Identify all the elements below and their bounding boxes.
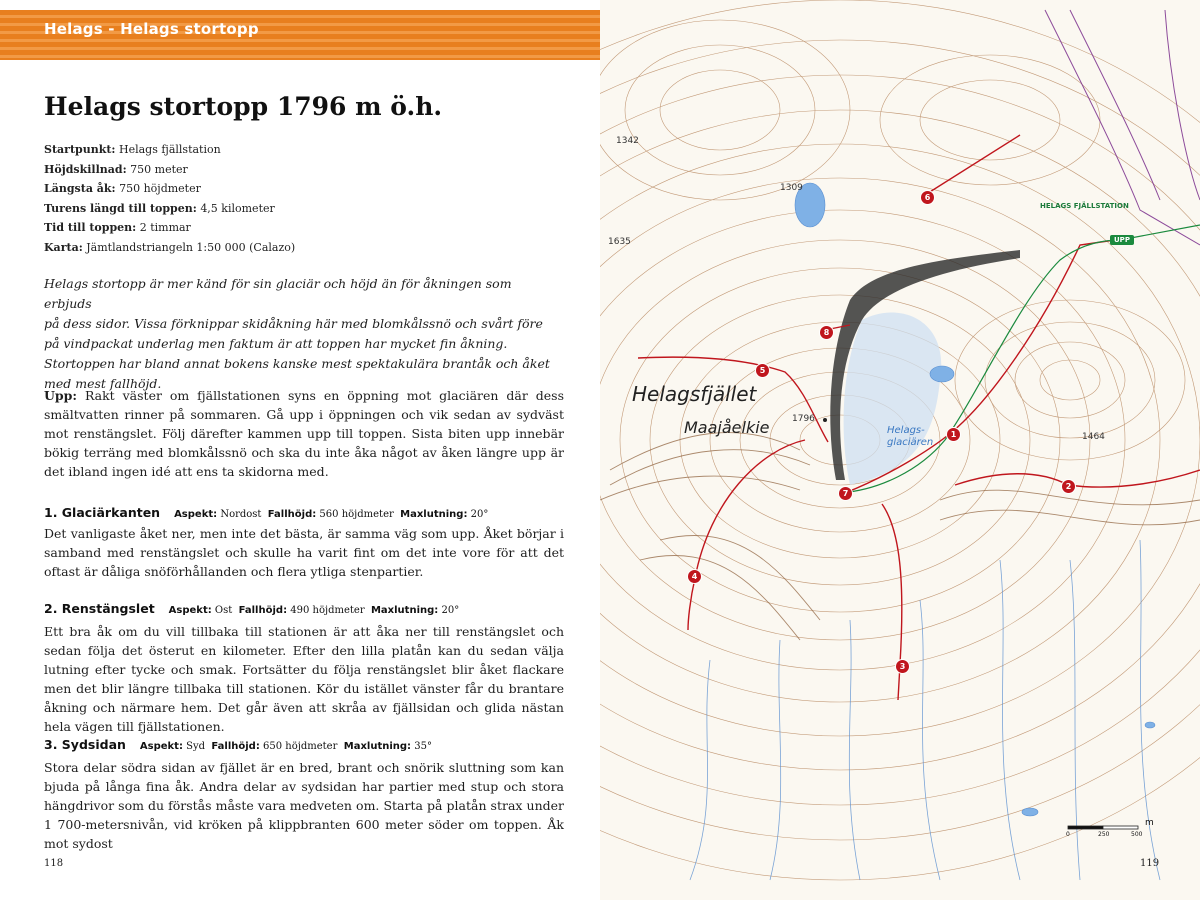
route-marker-2: 2 bbox=[1061, 479, 1076, 494]
scale-unit: m bbox=[1145, 818, 1154, 828]
scale-tick: 0 bbox=[1066, 831, 1070, 838]
route-marker-4: 4 bbox=[687, 569, 702, 584]
topographic-map bbox=[600, 0, 1200, 900]
section-heading: 2. Renstängslet Aspekt: Ost Fallhöjd: 490 höjdmeter Maxlutning: 20° bbox=[44, 601, 460, 616]
fact-row: Tid till toppen: 2 timmar bbox=[44, 221, 191, 234]
upp-tag: UPP bbox=[1110, 235, 1134, 245]
section-text: Ett bra åk om du vill tillbaka till stationen är att åka ner till renstängslet och sedan följa det österut en kilometer. Efter den lilla platån kan du sedan välja lutning efter tycke och smak. Fortsätter du följa renstängslet blir åket flackare men det blir längre tillbaka till stationen. Kör du istället vänster får du brantare åkning och närmare hem. Det går även att skråa av fjällsidan och glida nästan hela vägen till fjällstationen. bbox=[44, 624, 564, 734]
facts-list bbox=[44, 140, 295, 257]
map-page bbox=[600, 0, 1200, 900]
summit-elevation: 1796 bbox=[792, 414, 815, 424]
scale-bar bbox=[1068, 826, 1138, 829]
page-title: Helags stortopp 1796 m ö.h. bbox=[44, 92, 443, 121]
spot-height: 1342 bbox=[616, 136, 639, 146]
fact-row: Höjdskillnad: 750 meter bbox=[44, 162, 188, 176]
fact-row: Längsta åk: 750 höjdmeter bbox=[44, 182, 201, 195]
station-label: HELAGS FJÄLLSTATION bbox=[1040, 202, 1129, 210]
place-label-helagsfjallet: Helagsfjället bbox=[632, 382, 757, 406]
place-label-maajaelkie: Maajåelkie bbox=[684, 418, 770, 437]
route-marker-8: 8 bbox=[819, 325, 834, 340]
scale-tick: 250 bbox=[1098, 831, 1110, 838]
fact-row: Startpunkt: Helags fjällstation bbox=[44, 143, 221, 156]
glacier-label: Helags-glaciären bbox=[887, 425, 934, 448]
section-heading: 3. Sydsidan Aspekt: Syd Fallhöjd: 650 höjdmeter Maxlutning: 35° bbox=[44, 737, 432, 752]
upp-paragraph: Upp: Rakt väster om fjällstationen syns en öppning mot glaciären där dess smältvatten rinner på sommaren. Gå upp i öppningen och vik sedan av sydväst mot renstängslet. Följ därefter kammen upp till toppen. Sista biten upp innebär bökig terräng med blomkålssnö och ska du inte åka något av åken längre upp är det ibland ingen idé att ens ta skidorna med. bbox=[44, 388, 564, 479]
route-marker-1: 1 bbox=[946, 427, 961, 442]
spot-height: 1464 bbox=[1082, 432, 1105, 442]
route-marker-7: 7 bbox=[838, 486, 853, 501]
scale-tick: 500 bbox=[1131, 831, 1143, 838]
fact-row: Turens längd till toppen: 4,5 kilometer bbox=[44, 201, 275, 215]
section-heading: 1. Glaciärkanten Aspekt: Nordost Fallhöjd: 560 höjdmeter Maxlutning: 20° bbox=[44, 505, 489, 520]
page-number-left: 118 bbox=[44, 858, 64, 869]
route-marker-6: 6 bbox=[920, 190, 935, 205]
spot-height: 1635 bbox=[608, 237, 631, 247]
header-title: Helags - Helags stortopp bbox=[44, 20, 259, 38]
intro-paragraph: Helags stortopp är mer känd för sin glaciär och höjd än för åkningen som erbjuds på dess sidor. Vissa förknippar skidåkning här med blomkålssnö och svårt före på vindpackat underlag men faktum är att toppen har mycket fin åkning. Stortoppen har bland annat bokens kanske mest spektakulära brantåk och åket med mest fallhöjd. bbox=[44, 276, 550, 391]
page-number-right: 119 bbox=[1140, 858, 1160, 869]
route-marker-3: 3 bbox=[895, 659, 910, 674]
section-text: Stora delar södra sidan av fjället är en bred, brant och snörik sluttning som kan bjuda på långa fina åk. Andra delar av sydsidan har partier med stup och stora hängdrivor som du förstås måste vara medveten om. Starta på platån strax under 1 700-metersnivån, vid kröken på klippbranten 600 meter söder om toppen. Åk mot sydost bbox=[44, 760, 564, 851]
summit-point bbox=[823, 418, 827, 422]
spot-height: 1309 bbox=[780, 183, 803, 193]
fact-row: Karta: Jämtlandstriangeln 1:50 000 (Calazo) bbox=[44, 240, 296, 254]
route-marker-5: 5 bbox=[755, 363, 770, 378]
glacier-area bbox=[844, 313, 942, 486]
section-text: Det vanligaste åket ner, men inte det bästa, är samma väg som upp. Åket börjar i samband med renstängslet och skulle ha varit fint om det inte vore för att det oftast är dåliga snöförhållanden och flera ytliga stenpartier. bbox=[44, 526, 564, 579]
